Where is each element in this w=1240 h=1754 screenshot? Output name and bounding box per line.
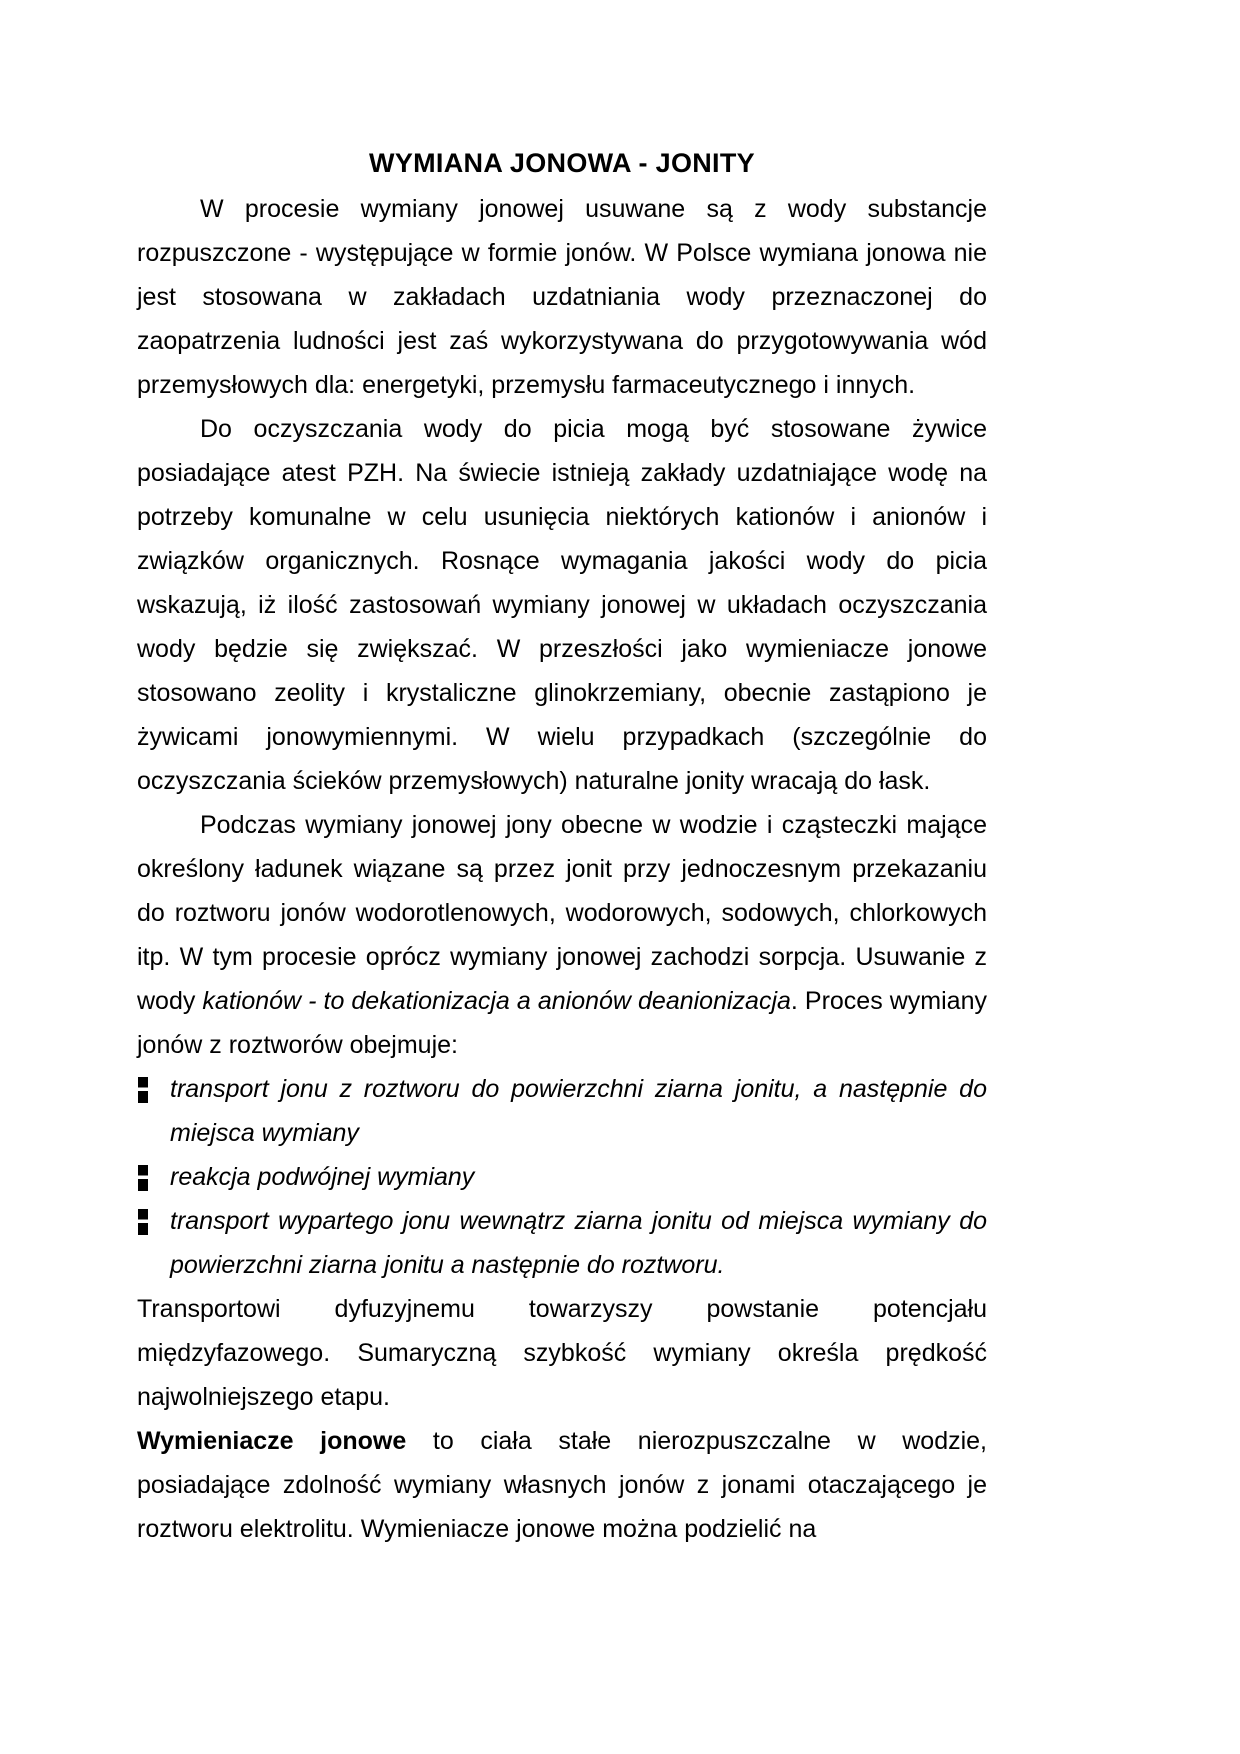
- paragraph-ion-exchangers-text: to ciała stałe nierozpuszczalne w wodzie, posiadające zdolność wymiany własnych jonów z jonami otaczającego je roztworu elektrolitu. Wymieniacze jonowe można podzielić na: [137, 1427, 988, 1543]
- list-item: [137, 1067, 987, 1155]
- list-item: [137, 1199, 987, 1287]
- list-item-text: transport jonu z roztworu do powierzchni ziarna jonitu, a następnie do miejsca wymiany: [170, 1075, 987, 1147]
- paragraph-diffusion-transport: Transportowi dyfuzyjnemu towarzyszy powstanie potencjału międzyfazowego. Sumaryczną szybkość wymiany określa prędkość najwolniejszego etapu.: [137, 1295, 987, 1411]
- list-item-text: reakcja podwójnej wymiany: [170, 1163, 475, 1191]
- bar-bullet-icon: [138, 1209, 148, 1235]
- page-title: WYMIANA JONOWA - JONITY: [369, 148, 755, 178]
- paragraph-exchange-process: [137, 803, 987, 1067]
- paragraph-water-treatment: Do oczyszczania wody do picia mogą być stosowane żywice posiadające atest PZH. Na świecie istnieją zakłady uzdatniające wodę na potrzeby komunalne w celu usunięcia niektórych kationów i anionów i związków organicznych. Rosnące wymagania jakości wody do picia wskazują, iż ilość zastosowań wymiany jonowej w układach oczyszczania wody będzie się zwiększać. W przeszłości jako wymieniacze jonowe stosowano zeolity i krystaliczne glinokrzemiany, obecnie zastąpiono je żywicami jonowymiennymi. W wielu przypadkach (szczególnie do oczyszczania ścieków przemysłowych) naturalne jonity wracają do łask.: [137, 415, 987, 795]
- paragraph-exchange-text-start: Podczas wymiany jonowej jony obecne w wodzie i cząsteczki mające określony ładunek wiązane są przez jonit przy jednoczesnym przekazaniu do roztworu jonów wodorotlenowych, wodorowych, sodowych, chlorkowych itp. W tym procesie oprócz wymiany jonowej zachodzi sorpcja. Usuwanie z wody: [137, 811, 987, 1015]
- paragraph-exchange-italic-terms: kationów - to dekationizacja a anionów deanionizacja: [202, 987, 791, 1015]
- bullet-list: [137, 1067, 987, 1287]
- list-item: [137, 1155, 987, 1199]
- bar-bullet-icon: [138, 1077, 148, 1103]
- paragraph-exchange-text-end: . Proces wymiany jonów z roztworów obejmuje:: [137, 987, 987, 1059]
- list-item-text: transport wypartego jonu wewnątrz ziarna jonitu od miejsca wymiany do powierzchni ziarna jonitu a następnie do roztworu.: [170, 1207, 987, 1279]
- paragraph-ion-exchangers: [137, 1419, 987, 1551]
- paragraph-ion-exchangers-bold-lead: Wymieniacze jonowe: [137, 1427, 407, 1455]
- bar-bullet-icon: [138, 1165, 148, 1191]
- paragraph-intro: W procesie wymiany jonowej usuwane są z wody substancje rozpuszczone - występujące w formie jonów. W Polsce wymiana jonowa nie jest stosowana w zakładach uzdatniania wody przeznaczonej do zaopatrzenia ludności jest zaś wykorzystywana do przygotowywania wód przemysłowych dla: energetyki, przemysłu farmaceutycznego i innych.: [137, 195, 987, 399]
